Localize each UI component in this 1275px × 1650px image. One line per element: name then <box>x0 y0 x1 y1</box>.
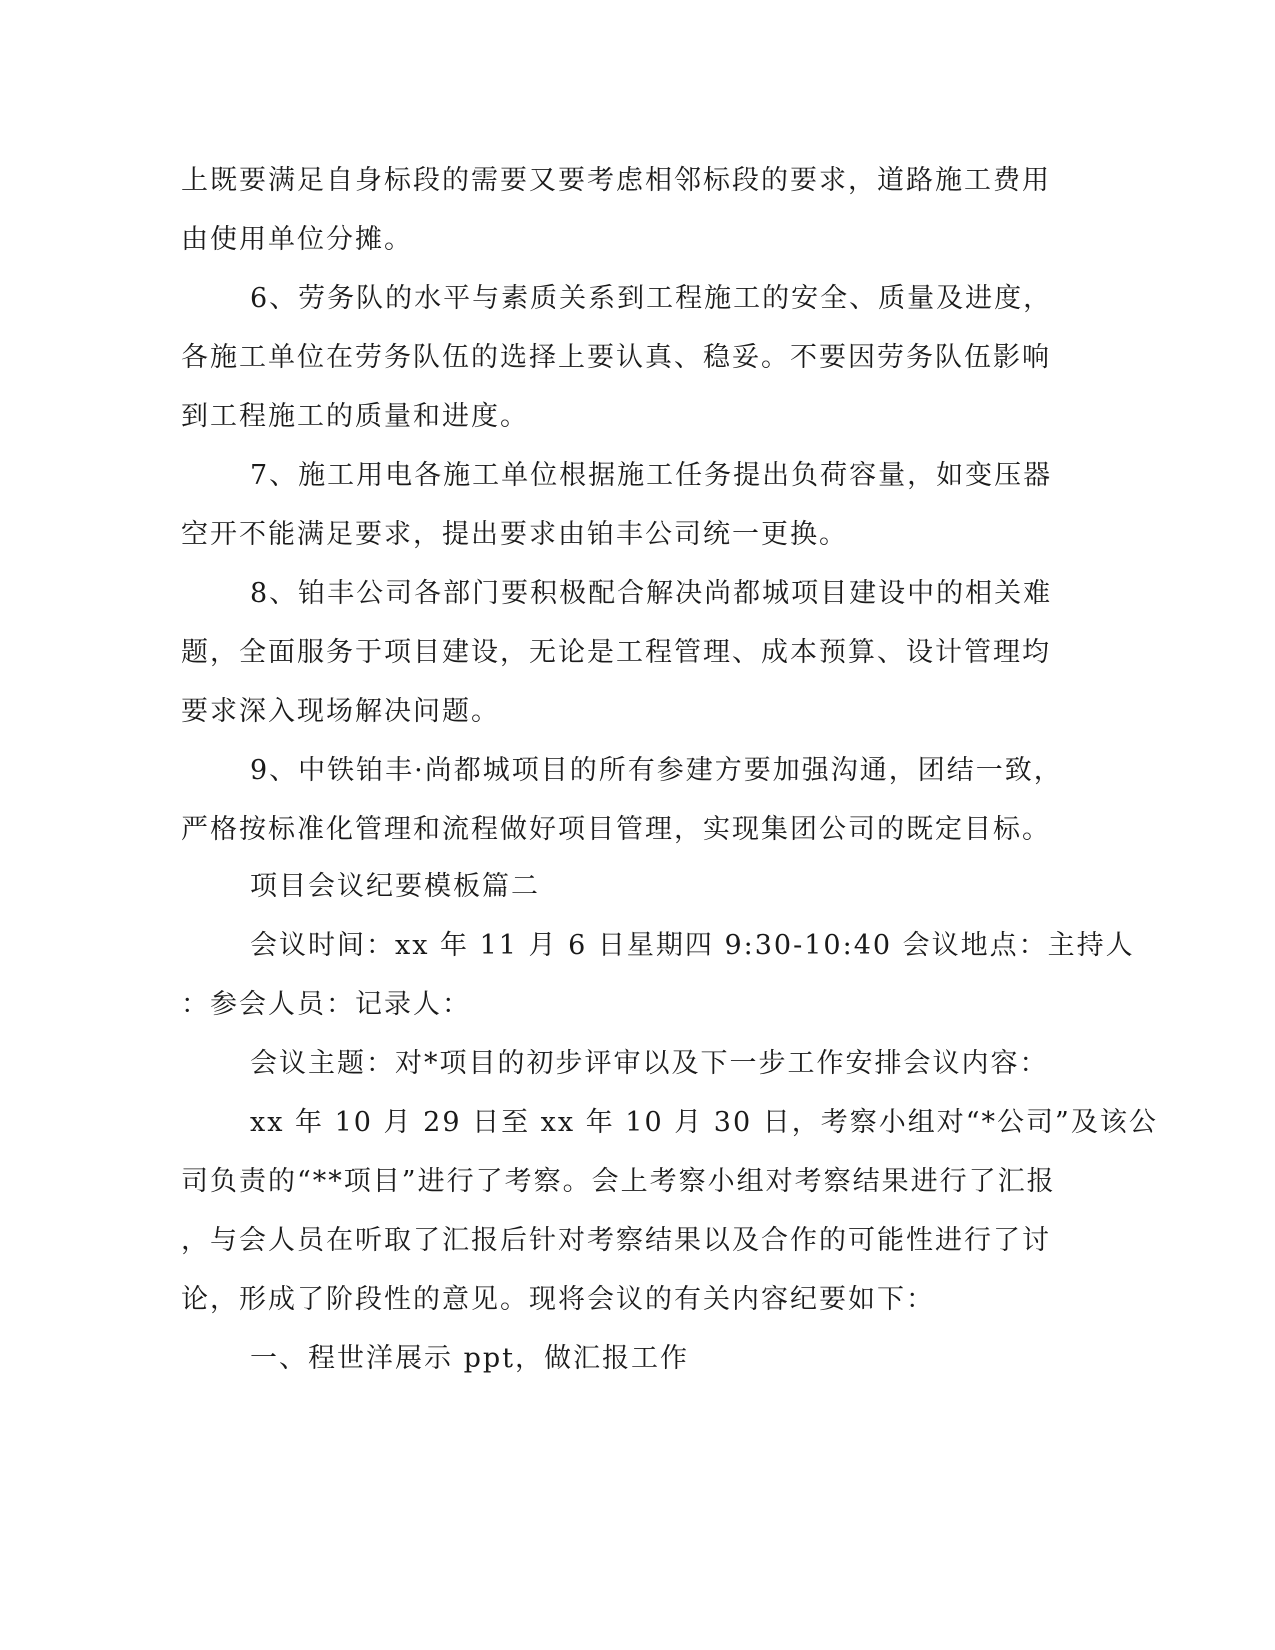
paragraph-line: 一、程世洋展示 ppt，做汇报工作 <box>250 1343 689 1374</box>
paragraph-line: 到工程施工的质量和进度。 <box>181 401 529 432</box>
paragraph-line: 上既要满足自身标段的需要又要考虑相邻标段的要求，道路施工费用 <box>181 165 1051 196</box>
paragraph-line: 6、劳务队的水平与素质关系到工程施工的安全、质量及进度， <box>250 283 1053 314</box>
paragraph-line: 空开不能满足要求，提出要求由铂丰公司统一更换。 <box>181 519 848 550</box>
section-heading: 项目会议纪要模板篇二 <box>250 871 540 902</box>
paragraph-line: 司负责的“**项目”进行了考察。会上考察小组对考察结果进行了汇报 <box>181 1166 1056 1197</box>
paragraph-line: 由使用单位分摊。 <box>181 224 413 255</box>
paragraph-line: 论，形成了阶段性的意见。现将会议的有关内容纪要如下： <box>181 1284 935 1315</box>
paragraph-line: 题，全面服务于项目建设，无论是工程管理、成本预算、设计管理均 <box>181 637 1051 668</box>
paragraph-line: ，与会人员在听取了汇报后针对考察结果以及合作的可能性进行了讨 <box>181 1225 1051 1256</box>
paragraph-line: 要求深入现场解决问题。 <box>181 696 500 727</box>
paragraph-line: 会议主题：对*项目的初步评审以及下一步工作安排会议内容： <box>250 1048 1049 1079</box>
paragraph-line: 8、铂丰公司各部门要积极配合解决尚都城项目建设中的相关难 <box>250 578 1053 609</box>
paragraph-line: 会议时间：xx 年 11 月 6 日星期四 9:30-10:40 会议地点：主持人 <box>250 930 1135 961</box>
paragraph-line: 严格按标准化管理和流程做好项目管理，实现集团公司的既定目标。 <box>181 814 1051 845</box>
paragraph-line: ：参会人员：记录人： <box>181 989 471 1020</box>
paragraph-line: 9、中铁铂丰·尚都城项目的所有参建方要加强沟通，团结一致， <box>250 755 1063 786</box>
paragraph-line: xx 年 10 月 29 日至 xx 年 10 月 30 日，考察小组对“*公司”及该公 <box>250 1107 1158 1138</box>
paragraph-line: 各施工单位在劳务队伍的选择上要认真、稳妥。不要因劳务队伍影响 <box>181 342 1051 373</box>
paragraph-line: 7、施工用电各施工单位根据施工任务提出负荷容量，如变压器 <box>250 460 1053 491</box>
